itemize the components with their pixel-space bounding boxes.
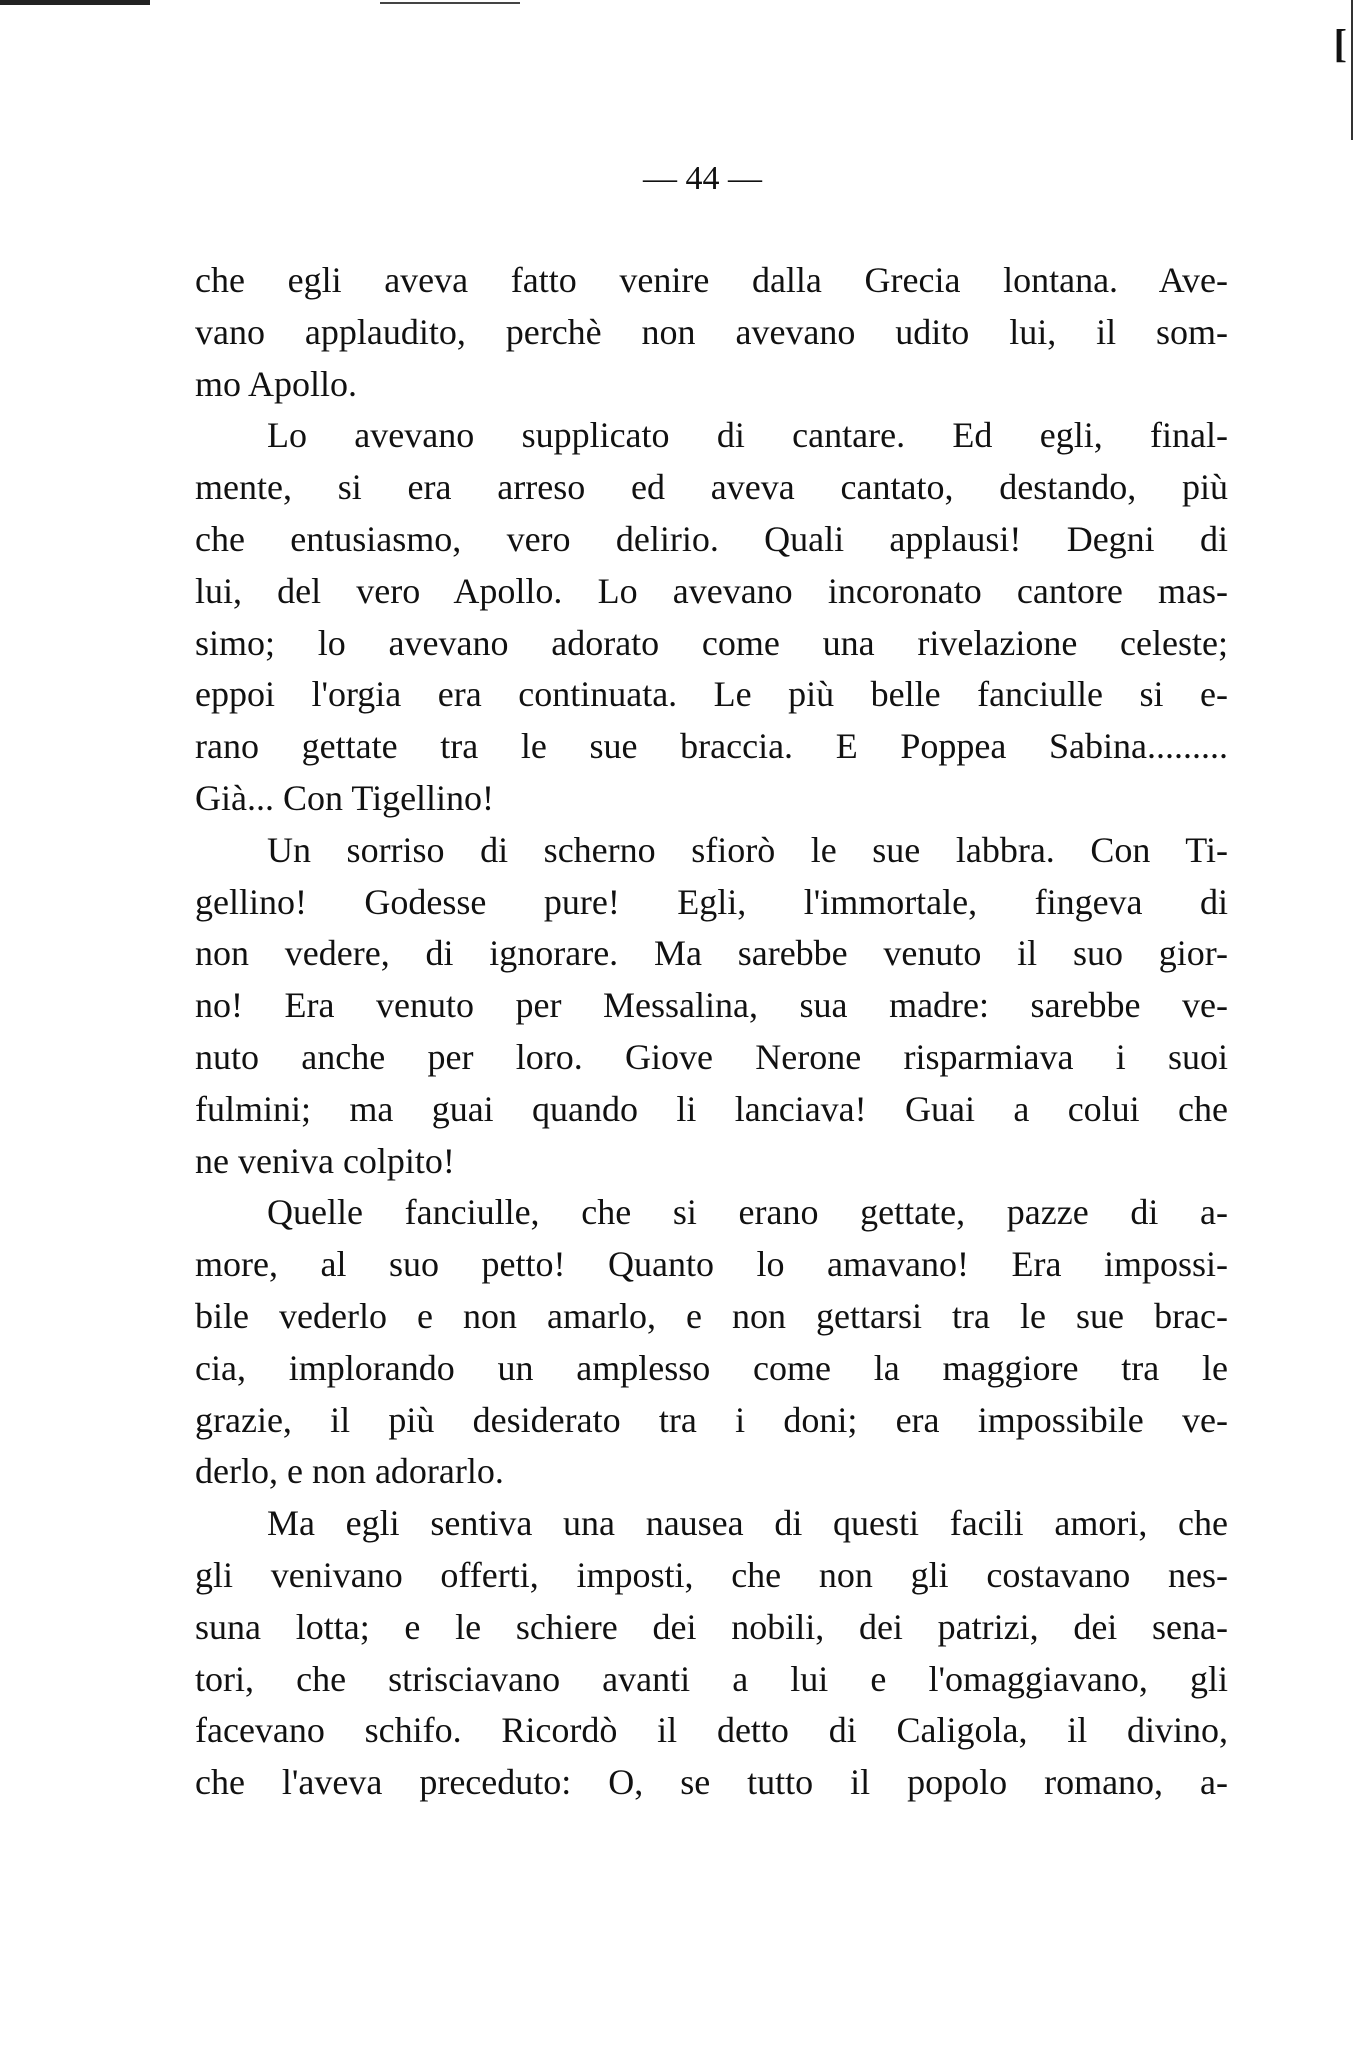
text-line: mo Apollo. [195,363,358,404]
text-line: rano gettate tra le sue braccia. E Poppea Sabina......... [195,726,1228,767]
text-line: derlo, e non adorarlo. [195,1451,504,1492]
text-line: mente, si era arreso ed aveva cantato, destando, più [195,467,1228,508]
text-line: vano applaudito, perchè non avevano udito lui, il som- [195,311,1228,352]
text-line: fulmini; ma guai quando li lanciava! Guai a colui che [195,1088,1228,1129]
text-line: bile vederlo e non amarlo, e non gettarsi tra le sue brac- [195,1295,1228,1336]
scan-artifact-top [380,2,520,4]
text-line: ne veniva colpito! [195,1140,455,1181]
text-line: Ma egli sentiva una nausea di questi facili amori, che [267,1503,1228,1544]
text-line: grazie, il più desiderato tra i doni; era impossibile ve- [195,1399,1228,1440]
text-line: Quelle fanciulle, che si erano gettate, pazze di a- [267,1192,1228,1233]
text-line: che egli aveva fatto venire dalla Grecia lontana. Ave- [195,260,1228,300]
text-line: no! Era venuto per Messalina, sua madre: sarebbe ve- [195,985,1228,1026]
text-line: non vedere, di ignorare. Ma sarebbe venuto il suo gior- [195,933,1228,974]
text-line: eppoi l'orgia era continuata. Le più belle fanciulle si e- [195,674,1228,715]
text-line: suna lotta; e le schiere dei nobili, dei patrizi, dei sena- [195,1606,1228,1647]
body-text [195,255,1228,1809]
text-line: tori, che strisciavano avanti a lui e l'omaggiavano, gli [195,1658,1228,1699]
scan-artifact-top [0,0,150,5]
corner-mark: [ [1333,21,1347,66]
text-line: simo; lo avevano adorato come una rivelazione celeste; [195,622,1228,663]
text-line: Lo avevano supplicato di cantare. Ed egli, final- [267,415,1228,456]
text-line: Già... Con Tigellino! [195,777,495,818]
text-line: gli venivano offerti, imposti, che non gli costavano nes- [195,1554,1228,1595]
text-line: che l'aveva preceduto: O, se tutto il popolo romano, a- [195,1762,1228,1803]
text-line: che entusiasmo, vero delirio. Quali applausi! Degni di [195,518,1228,559]
text-line: lui, del vero Apollo. Lo avevano incoronato cantore mas- [195,570,1228,611]
scan-artifact-right-edge [1351,0,1353,140]
text-line: Un sorriso di scherno sfiorò le sue labbra. Con Ti- [267,829,1228,870]
text-line: gellino! Godesse pure! Egli, l'immortale, fingeva di [195,881,1228,922]
text-line: cia, implorando un amplesso come la maggiore tra le [195,1347,1228,1388]
page-number: — 44 — [643,160,762,197]
text-line: nuto anche per loro. Giove Nerone risparmiava i suoi [195,1036,1228,1077]
text-line: facevano schifo. Ricordò il detto di Caligola, il divino, [195,1710,1228,1751]
text-line: more, al suo petto! Quanto lo amavano! Era impossi- [195,1244,1228,1285]
